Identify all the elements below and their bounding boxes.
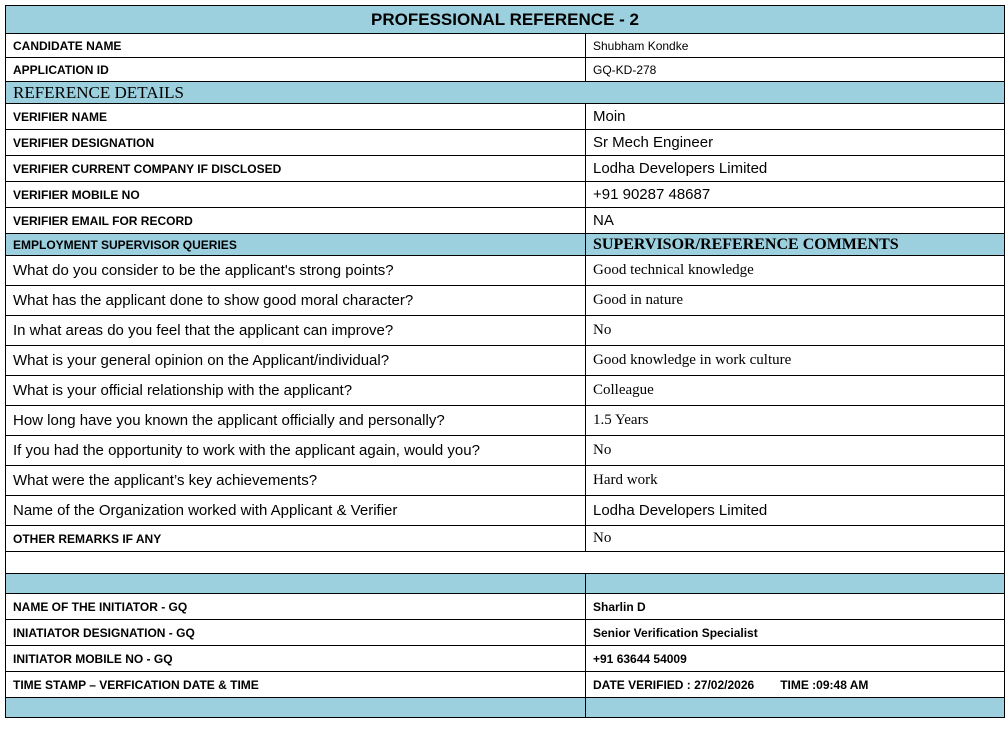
query-answer: Colleague [586, 376, 1005, 406]
query-question: What has the applicant done to show good moral character? [6, 286, 586, 316]
verifier-name-label: VERIFIER NAME [6, 104, 586, 130]
queries-header-left: EMPLOYMENT SUPERVISOR QUERIES [6, 234, 586, 256]
verifier-name-value: Moin [586, 104, 1005, 130]
spacer-cell [6, 552, 1005, 574]
verifier-email-label: VERIFIER EMAIL FOR RECORD [6, 208, 586, 234]
initiator-mobile-value: +91 63644 54009 [586, 646, 1005, 672]
query-answer: Good in nature [586, 286, 1005, 316]
blue-divider-left [6, 574, 586, 594]
blue-divider-right [586, 574, 1005, 594]
query-answer: No [586, 436, 1005, 466]
initiator-name-value: Sharlin D [586, 594, 1005, 620]
query-answer: No [586, 316, 1005, 346]
query-row [6, 466, 1005, 496]
query-answer: Good knowledge in work culture [586, 346, 1005, 376]
bottom-blue-right [586, 698, 1005, 718]
initiator-name-row [6, 594, 1005, 620]
query-question: What were the applicant’s key achievements? [6, 466, 586, 496]
query-question: How long have you known the applicant officially and personally? [6, 406, 586, 436]
queries-header-row [6, 234, 1005, 256]
bottom-blue-left [6, 698, 586, 718]
query-question: In what areas do you feel that the applicant can improve? [6, 316, 586, 346]
query-question: Name of the Organization worked with Applicant & Verifier [6, 496, 586, 526]
date-verified: DATE VERIFIED : 27/02/2026 [593, 677, 755, 692]
query-answer: Good technical knowledge [586, 256, 1005, 286]
verifier-designation-label: VERIFIER DESIGNATION [6, 130, 586, 156]
initiator-designation-label: INIATIATOR DESIGNATION - GQ [6, 620, 586, 646]
application-id-value: GQ-KD-278 [586, 58, 1005, 82]
query-row [6, 256, 1005, 286]
query-question: What is your official relationship with the applicant? [6, 376, 586, 406]
reference-details-heading: REFERENCE DETAILS [6, 82, 1005, 104]
initiator-designation-value: Senior Verification Specialist [586, 620, 1005, 646]
verifier-designation-row [6, 130, 1005, 156]
other-remarks-value: No [586, 526, 1005, 552]
query-answer: Lodha Developers Limited [586, 496, 1005, 526]
other-remarks-row [6, 526, 1005, 552]
query-row [6, 376, 1005, 406]
verifier-company-label: VERIFIER CURRENT COMPANY IF DISCLOSED [6, 156, 586, 182]
query-answer: 1.5 Years [586, 406, 1005, 436]
initiator-designation-row [6, 620, 1005, 646]
query-question: If you had the opportunity to work with the applicant again, would you? [6, 436, 586, 466]
initiator-name-label: NAME OF THE INITIATOR - GQ [6, 594, 586, 620]
verifier-designation-value: Sr Mech Engineer [586, 130, 1005, 156]
verifier-company-value: Lodha Developers Limited [586, 156, 1005, 182]
query-answer: Hard work [586, 466, 1005, 496]
query-row [6, 346, 1005, 376]
timestamp-value [586, 672, 1005, 698]
verifier-mobile-row [6, 182, 1005, 208]
verifier-mobile-value: +91 90287 48687 [586, 182, 1005, 208]
query-row [6, 436, 1005, 466]
verifier-mobile-label: VERIFIER MOBILE NO [6, 182, 586, 208]
initiator-mobile-row [6, 646, 1005, 672]
verifier-email-value: NA [586, 208, 1005, 234]
verifier-name-row [6, 104, 1005, 130]
other-remarks-label: OTHER REMARKS IF ANY [6, 526, 586, 552]
application-id-label: APPLICATION ID [6, 58, 586, 82]
initiator-mobile-label: INITIATOR MOBILE NO - GQ [6, 646, 586, 672]
query-question: What is your general opinion on the Applicant/individual? [6, 346, 586, 376]
time-verified: TIME :09:48 AM [780, 677, 869, 692]
application-id-row [6, 58, 1005, 82]
reference-form-table [5, 5, 1005, 718]
bottom-blue-row [6, 698, 1005, 718]
query-row [6, 286, 1005, 316]
query-question: What do you consider to be the applicant's strong points? [6, 256, 586, 286]
timestamp-label: TIME STAMP – VERFICATION DATE & TIME [6, 672, 586, 698]
query-row [6, 406, 1005, 436]
query-row [6, 496, 1005, 526]
verifier-company-row [6, 156, 1005, 182]
queries-header-right: SUPERVISOR/REFERENCE COMMENTS [586, 234, 1005, 256]
title-row [6, 6, 1005, 34]
candidate-name-value: Shubham Kondke [586, 34, 1005, 58]
timestamp-row [6, 672, 1005, 698]
candidate-name-row [6, 34, 1005, 58]
spacer-row [6, 552, 1005, 574]
form-title: PROFESSIONAL REFERENCE - 2 [6, 6, 1005, 34]
candidate-name-label: CANDIDATE NAME [6, 34, 586, 58]
query-row [6, 316, 1005, 346]
reference-details-row [6, 82, 1005, 104]
blue-divider-row [6, 574, 1005, 594]
verifier-email-row [6, 208, 1005, 234]
